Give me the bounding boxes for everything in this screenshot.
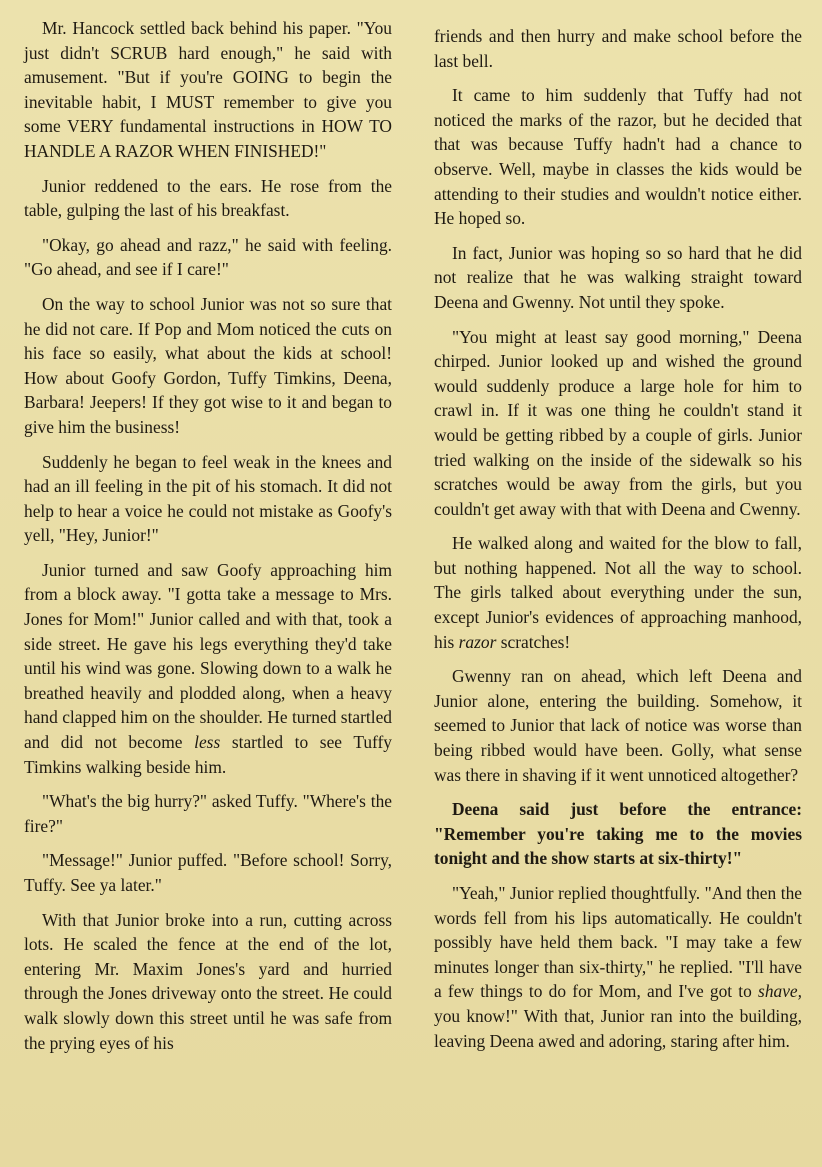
paragraph-text: He walked along and waited for the blow to fall, but nothing happened. Not all the way to school. The girls talked about everything under the sun, except Junior's evidences of approaching manhood, his xyxy=(434,533,802,652)
paragraph-text: friends and then hurry and make school before the last bell. xyxy=(434,26,802,71)
paragraph-text: "What's the big hurry?" asked Tuffy. "Where's the fire?" xyxy=(24,791,392,836)
paragraph-text: Suddenly he began to feel weak in the knees and had an ill feeling in the pit of his stomach. It did not help to hear a voice he could not mistake as Goofy's yell, "Hey, Junior!" xyxy=(24,451,392,546)
paragraph-text: Junior reddened to the ears. He rose from the table, gulping the last of his breakfast. xyxy=(24,175,392,221)
paragraph-text: "You might at least say good morning," Deena chirped. Junior looked up and wished the ground would suddenly produce a large hole for him to crawl in. If it was one thing he couldn't stand it would be getting ribbed by a couple of girls. Junior tried walking on the inside of the sidewalk so his scratches would be away from the girls, but you couldn't get away with that with Deena and Cwenny. xyxy=(434,326,802,519)
paragraph-text: On the way to school Junior was not so sure that he did not care. If Pop and Mom noticed the cuts on his face so easily, what about the kids at school! How about Goofy Gordon, Tuffy Timkins, Deena, Barbara! Jeepers! If they got wise to it and began to give him the business! xyxy=(24,293,392,437)
italic-text: razor xyxy=(458,631,497,652)
left-column-paragraph xyxy=(24,908,392,1056)
paragraph-text: scratches! xyxy=(496,631,571,652)
left-column-paragraph xyxy=(24,789,392,838)
right-column-paragraph xyxy=(434,83,802,231)
right-column-paragraph xyxy=(434,24,802,73)
right-column-paragraph xyxy=(434,325,802,522)
left-column-paragraph xyxy=(24,16,392,164)
column-divider xyxy=(411,10,412,1160)
left-column-paragraph xyxy=(24,292,392,440)
paragraph-text: In fact, Junior was hoping so so hard that he did not realize that he was walking straight toward Deena and Gwenny. Not until they spoke. xyxy=(434,242,802,312)
paragraph-text: "Okay, go ahead and razz," he said with feeling. "Go ahead, and see if I care!" xyxy=(24,234,392,280)
right-column-paragraph xyxy=(434,664,802,787)
right-column-paragraph xyxy=(434,797,802,871)
right-column-paragraph xyxy=(434,531,802,654)
right-text-column xyxy=(434,24,802,1063)
paragraph-text: "Yeah," Junior replied thoughtfully. "And then the words fell from his lips automatically. He couldn't possibly have held them back. "I may take a few minutes longer than six-thirty," he replied. "I'll have a few things to do for Mom, and I've got to xyxy=(434,883,802,1002)
left-column-paragraph xyxy=(24,174,392,223)
paragraph-text: Gwenny ran on ahead, which left Deena and Junior alone, entering the building. Somehow, it seemed to Junior that lack of notice was worse than being ribbed would have been. Golly, what sense was there in shaving if it went unnoticed altogether? xyxy=(434,666,802,785)
left-column-paragraph xyxy=(24,233,392,282)
right-column-paragraph xyxy=(434,881,802,1053)
paragraph-text: "Message!" Junior puffed. "Before school! Sorry, Tuffy. See ya later." xyxy=(24,850,392,895)
paragraph-text: Junior turned and saw Goofy approaching him from a block away. "I gotta take a message to Mrs. Jones for Mom!" Junior called and with that, took a side street. He gave his legs everything they'd take until his wind was gone. Slowing down to a walk he breathed heavily and plodded along, when a heavy hand clapped him on the shoulder. He turned startled and did not become xyxy=(24,559,392,753)
italic-text: shave, xyxy=(758,981,802,1002)
left-column-paragraph xyxy=(24,558,392,779)
paragraph-text: startled to see Tuffy Timkins walking beside him. xyxy=(24,732,392,777)
left-column-paragraph xyxy=(24,848,392,897)
italic-text: less xyxy=(194,732,221,753)
paragraph-text: It came to him suddenly that Tuffy had not noticed the marks of the razor, but he decided that that was because Tuffy hadn't had a chance to observe. Well, maybe in classes the kids would be attending to their studies and wouldn't notice either. He hoped so. xyxy=(434,85,802,229)
paragraph-text: Mr. Hancock settled back behind his paper. "You just didn't SCRUB hard enough," he said with amusement. "But if you're GOING to begin the inevitable habit, I MUST remember to give you some VERY fundamental instructions in HOW TO HANDLE A RAZOR WHEN FINISHED!" xyxy=(24,18,392,161)
right-column-paragraph xyxy=(434,241,802,315)
paragraph-text: Deena said just before the entrance: "Remember you're taking me to the movies tonight and the show starts at six-thirty!" xyxy=(434,799,802,869)
paragraph-text: With that Junior broke into a run, cutting across lots. He scaled the fence at the end of the lot, entering Mr. Maxim Jones's yard and hurried through the Jones driveway onto the street. He could walk slowly down this street until he was safe from the prying eyes of his xyxy=(24,909,392,1053)
left-text-column xyxy=(24,16,392,1065)
paragraph-text: you know!" With that, Junior ran into the building, leaving Deena awed and adoring, staring after him. xyxy=(434,1005,802,1051)
left-column-paragraph xyxy=(24,450,392,548)
